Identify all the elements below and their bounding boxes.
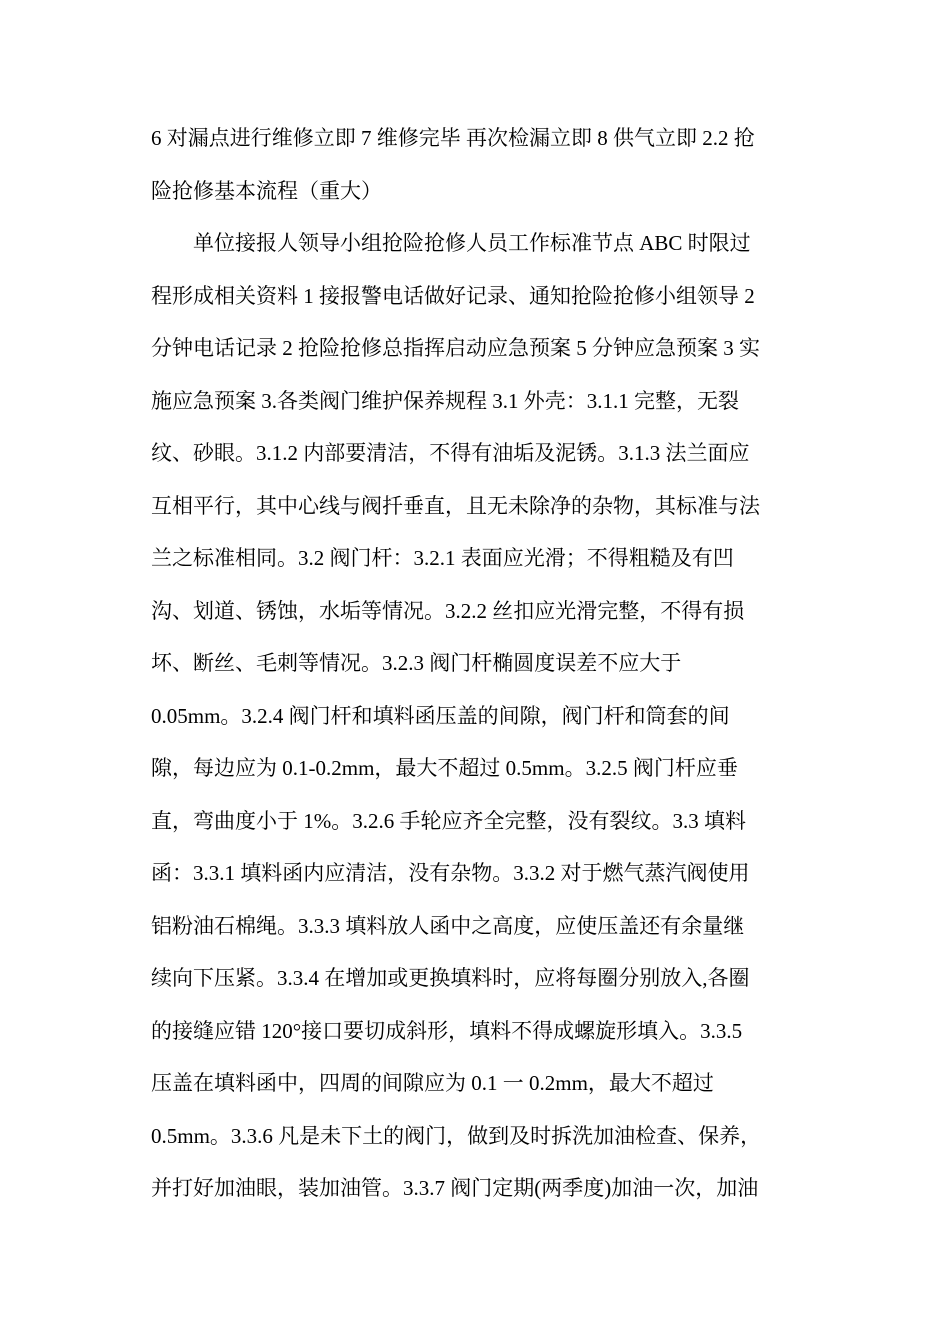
- text-line: 沟、划道、锈蚀，水垢等情况。3.2.2 丝扣应光滑完整，不得有损: [151, 598, 745, 623]
- text-line: 压盖在填料函中，四周的间隙应为 0.1 一 0.2mm，最大不超过: [151, 1071, 714, 1095]
- text-line: 并打好加油眼，装加油管。3.3.7 阀门定期(两季度)加油一次，加油: [151, 1176, 759, 1200]
- text-line: 铝粉油石棉绳。3.3.3 填料放人函中之高度，应使压盖还有余量继: [151, 913, 745, 938]
- text-line: 程形成相关资料 1 接报警电话做好记录、通知抢险抢修小组领导 2: [151, 283, 755, 308]
- text-line: 的接缝应错 120°接口要切成斜形，填料不得成螺旋形填入。3.3.5: [151, 1018, 743, 1043]
- text-line: 0.05mm。3.2.4 阀门杆和填料函压盖的间隙，阀门杆和筒套的间: [151, 703, 730, 728]
- text-line: 分钟电话记录 2 抢险抢修总指挥启动应急预案 5 分钟应急预案 3 实: [151, 336, 760, 360]
- text-line: 纹、砂眼。3.1.2 内部要清洁，不得有油垢及泥锈。3.1.3 法兰面应: [151, 441, 750, 465]
- text-line: 函：3.3.1 填料函内应清洁，没有杂物。3.3.2 对于燃气蒸汽阀使用: [151, 861, 750, 885]
- text-line: 互相平行，其中心线与阀扦垂直，且无未除净的杂物，其标准与法: [151, 493, 760, 518]
- text-line: 续向下压紧。3.3.4 在增加或更换填料时，应将每圈分别放入,各圈: [151, 966, 750, 990]
- text-line: 6 对漏点进行维修立即 7 维修完毕 再次检漏立即 8 供气立即 2.2 抢: [151, 126, 755, 150]
- text-line: 单位接报人领导小组抢险抢修人员工作标准节点 ABC 时限过: [193, 231, 751, 255]
- text-line: 0.5mm。3.3.6 凡是未下土的阀门，做到及时拆洗加油检查、保养，: [151, 1123, 762, 1148]
- text-line: 险抢修基本流程（重大）: [151, 178, 382, 203]
- text-line: 坏、断丝、毛刺等情况。3.2.3 阀门杆椭圆度误差不应大于: [151, 651, 682, 675]
- body-text: [151, 118, 811, 1221]
- text-line: 直，弯曲度小于 1%。3.2.6 手轮应齐全完整，没有裂纹。3.3 填料: [151, 808, 746, 833]
- text-line: 隙，每边应为 0.1-0.2mm，最大不超过 0.5mm。3.2.5 阀门杆应垂: [151, 756, 738, 780]
- text-line: 施应急预案 3.各类阀门维护保养规程 3.1 外壳：3.1.1 完整，无裂: [151, 388, 739, 413]
- text-line: 兰之标准相同。3.2 阀门杆：3.2.1 表面应光滑；不得粗糙及有凹: [151, 546, 734, 570]
